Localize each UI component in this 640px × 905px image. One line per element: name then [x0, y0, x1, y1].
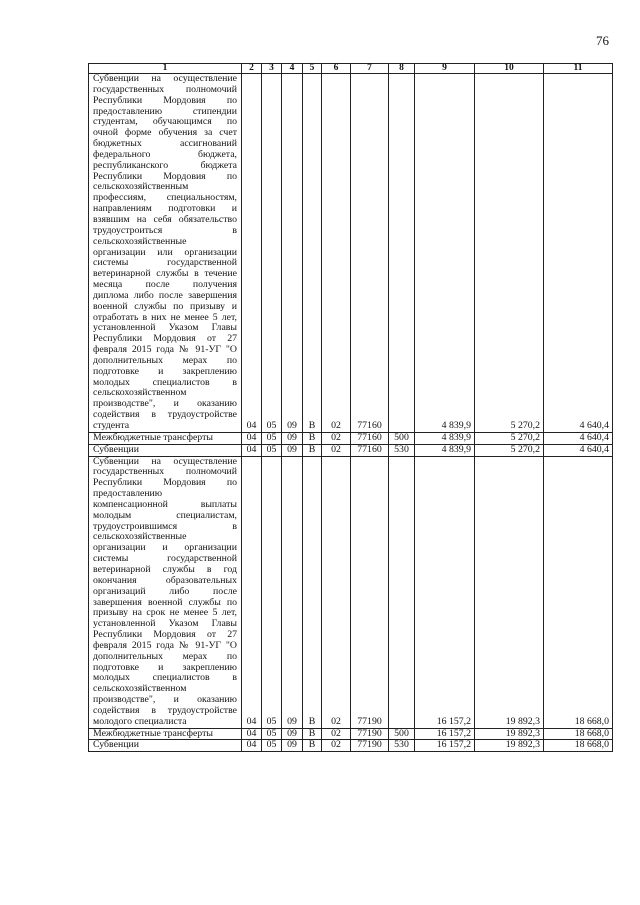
- description-line: молодых специалистов в: [93, 672, 237, 684]
- cell-col-9: 16 157,2: [415, 740, 475, 752]
- description-line: диплома либо после завершения: [93, 289, 237, 301]
- cell-col-10: 5 270,2: [475, 432, 544, 444]
- description-line: трудоустроиться в: [93, 224, 237, 236]
- budget-table: [88, 63, 613, 752]
- description-cell: [89, 74, 242, 433]
- description-line: дополнительных мерах по: [93, 650, 237, 662]
- description-line: содействия в трудоустройстве: [93, 409, 237, 421]
- description-line: содействия в трудоустройстве: [93, 704, 237, 716]
- table-row: [89, 74, 613, 433]
- description-line: молодого специалиста: [93, 715, 187, 727]
- description-line: Субвенции на осуществление: [93, 455, 237, 467]
- description-line: студентам, обучающимся по: [93, 116, 237, 128]
- description-line: Республики Мордовия от 27: [93, 629, 237, 641]
- cell-col-2: 04: [242, 740, 262, 752]
- description-line: отработать в них не менее 5 лет,: [93, 311, 237, 323]
- description-cell: [89, 432, 242, 444]
- description-line: подготовке и закреплению: [93, 661, 237, 673]
- description-line: установленной Указом Главы: [93, 322, 237, 334]
- description-line: призыву на срок не менее 5 лет,: [93, 607, 237, 619]
- description-line: производстве", и оказанию: [93, 398, 237, 410]
- cell-col-6: 02: [322, 728, 351, 740]
- description-line: февраля 2015 года № 91-УГ "О: [93, 639, 237, 651]
- cell-col-8: 530: [389, 444, 415, 456]
- cell-col-5: В: [303, 740, 322, 752]
- cell-col-7: 77190: [351, 740, 389, 752]
- cell-col-8: 500: [389, 728, 415, 740]
- cell-col-8: 500: [389, 432, 415, 444]
- cell-col-8: 530: [389, 740, 415, 752]
- cell-col-10: 5 270,2: [475, 444, 544, 456]
- header-col-6: 6: [322, 64, 351, 74]
- cell-col-4: 09: [282, 728, 303, 740]
- description-line: ветеринарной службы в год: [93, 563, 237, 575]
- description-line: предоставлению: [93, 488, 163, 500]
- description-line: февраля 2015 года № 91-УГ "О: [93, 344, 237, 356]
- header-col-1: 1: [89, 64, 242, 74]
- cell-col-7: 77190: [351, 456, 389, 728]
- description-line: месяца после получения: [93, 279, 237, 291]
- cell-col-2: 04: [242, 456, 262, 728]
- cell-col-8: [389, 456, 415, 728]
- description-line: молодых специалистов в: [93, 376, 237, 388]
- description-line: производстве", и оказанию: [93, 694, 237, 706]
- description-line: взявшим на себя обязательство: [93, 213, 237, 225]
- cell-col-6: 02: [322, 432, 351, 444]
- description-line: установленной Указом Главы: [93, 618, 237, 630]
- cell-col-5: В: [303, 74, 322, 433]
- cell-col-7: 77160: [351, 444, 389, 456]
- description-line: сельскохозяйственном: [93, 387, 187, 399]
- cell-col-10: 19 892,3: [475, 456, 544, 728]
- description-line: подготовке и закреплению: [93, 365, 237, 377]
- cell-col-11: 4 640,4: [544, 432, 613, 444]
- cell-col-5: В: [303, 444, 322, 456]
- description-line: трудоустроившимся в: [93, 520, 237, 532]
- description-cell: [89, 740, 242, 752]
- cell-col-7: 77190: [351, 728, 389, 740]
- description-line: дополнительных мерах по: [93, 354, 237, 366]
- description-line: студента: [93, 420, 130, 431]
- description-line: Республики Мордовия по: [93, 94, 237, 106]
- description-line: компенсационной выплаты: [93, 498, 237, 510]
- description-line: Республики Мордовия по: [93, 477, 237, 489]
- header-col-8: 8: [389, 64, 415, 74]
- cell-col-5: В: [303, 432, 322, 444]
- description-line: очной форме обучения за счет: [93, 127, 237, 139]
- table-row: [89, 740, 613, 752]
- description-line: Субвенции: [93, 443, 139, 455]
- cell-col-4: 09: [282, 456, 303, 728]
- table-row: [89, 728, 613, 740]
- cell-col-11: 18 668,0: [544, 456, 613, 728]
- header-col-5: 5: [303, 64, 322, 74]
- cell-col-3: 05: [262, 740, 282, 752]
- cell-col-6: 02: [322, 740, 351, 752]
- cell-col-5: В: [303, 728, 322, 740]
- header-col-4: 4: [282, 64, 303, 74]
- description-line: организаций либо после: [93, 585, 237, 597]
- cell-col-4: 09: [282, 444, 303, 456]
- cell-col-7: 77160: [351, 432, 389, 444]
- description-line: военной службы по призыву и: [93, 300, 237, 312]
- cell-col-9: 4 839,9: [415, 74, 475, 433]
- cell-col-4: 09: [282, 740, 303, 752]
- cell-col-11: 4 640,4: [544, 74, 613, 433]
- header-col-11: 11: [544, 64, 613, 74]
- cell-col-7: 77160: [351, 74, 389, 433]
- cell-col-11: 4 640,4: [544, 444, 613, 456]
- cell-col-10: 19 892,3: [475, 728, 544, 740]
- cell-col-4: 09: [282, 432, 303, 444]
- header-col-3: 3: [262, 64, 282, 74]
- description-cell: [89, 456, 242, 728]
- cell-col-2: 04: [242, 728, 262, 740]
- cell-col-2: 04: [242, 444, 262, 456]
- description-line: бюджетных ассигнований: [93, 138, 237, 150]
- header-col-10: 10: [475, 64, 544, 74]
- cell-col-11: 18 668,0: [544, 728, 613, 740]
- table-row: [89, 432, 613, 444]
- description-line: Субвенции: [93, 739, 139, 751]
- page-number: 76: [596, 33, 609, 48]
- cell-col-11: 18 668,0: [544, 740, 613, 752]
- cell-col-3: 05: [262, 444, 282, 456]
- cell-col-2: 04: [242, 74, 262, 433]
- description-line: окончания образовательных: [93, 574, 237, 586]
- header-col-9: 9: [415, 64, 475, 74]
- table-row: [89, 456, 613, 728]
- description-line: завершения военной службы по: [93, 596, 237, 608]
- description-line: государственных полномочий: [93, 83, 237, 95]
- cell-col-9: 4 839,9: [415, 444, 475, 456]
- description-line: сельскохозяйственные: [93, 531, 187, 543]
- cell-col-5: В: [303, 456, 322, 728]
- description-line: сельскохозяйственные: [93, 235, 187, 247]
- cell-col-2: 04: [242, 432, 262, 444]
- description-line: профессиям, специальностям,: [93, 192, 237, 204]
- description-line: системы государственной: [93, 257, 237, 269]
- description-line: организации и организации: [93, 542, 237, 554]
- cell-col-9: 4 839,9: [415, 432, 475, 444]
- description-line: государственных полномочий: [93, 466, 237, 478]
- cell-col-10: 19 892,3: [475, 740, 544, 752]
- description-line: федерального бюджета,: [93, 148, 237, 160]
- cell-col-10: 5 270,2: [475, 74, 544, 433]
- header-row: [89, 64, 613, 74]
- cell-col-6: 02: [322, 444, 351, 456]
- description-cell: [89, 444, 242, 456]
- description-cell: [89, 728, 242, 740]
- cell-col-8: [389, 74, 415, 433]
- header-col-7: 7: [351, 64, 389, 74]
- table-row: [89, 444, 613, 456]
- cell-col-6: 02: [322, 456, 351, 728]
- cell-col-9: 16 157,2: [415, 728, 475, 740]
- header-col-2: 2: [242, 64, 262, 74]
- cell-col-3: 05: [262, 74, 282, 433]
- description-line: Республики Мордовия по: [93, 170, 237, 182]
- cell-col-3: 05: [262, 432, 282, 444]
- description-line: республиканского бюджета: [93, 159, 237, 171]
- description-line: ветеринарной службы в течение: [93, 268, 237, 280]
- cell-col-4: 09: [282, 74, 303, 433]
- description-line: организации или организации: [93, 246, 237, 258]
- cell-col-6: 02: [322, 74, 351, 433]
- description-line: Межбюджетные трансферты: [93, 727, 213, 739]
- description-line: системы государственной: [93, 553, 237, 565]
- description-line: Межбюджетные трансферты: [93, 431, 213, 443]
- description-line: направлениям подготовки и: [93, 203, 237, 215]
- description-line: молодым специалистам,: [93, 509, 237, 521]
- cell-col-3: 05: [262, 728, 282, 740]
- cell-col-3: 05: [262, 456, 282, 728]
- description-line: сельскохозяйственном: [93, 683, 187, 695]
- description-line: сельскохозяйственным: [93, 181, 189, 193]
- description-line: предоставлению стипендии: [93, 105, 237, 117]
- description-line: Республики Мордовия от 27: [93, 333, 237, 345]
- cell-col-9: 16 157,2: [415, 456, 475, 728]
- description-line: Субвенции на осуществление: [93, 73, 237, 84]
